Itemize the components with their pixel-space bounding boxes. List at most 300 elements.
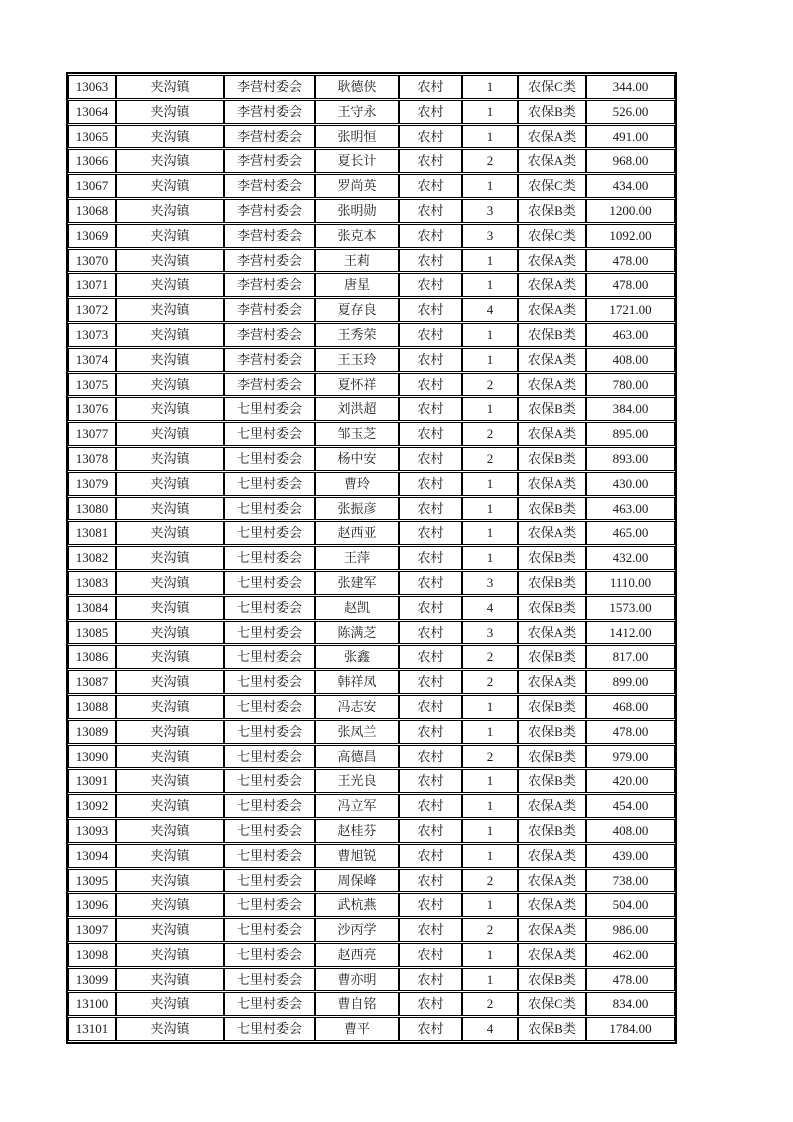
cell-insurance-category: 农保A类 bbox=[518, 149, 586, 173]
cell-person-name: 张克本 bbox=[315, 224, 399, 248]
cell-town: 夹沟镇 bbox=[116, 621, 224, 645]
cell-village-committee: 李营村委会 bbox=[224, 75, 315, 99]
cell-village-committee: 七里村委会 bbox=[224, 869, 315, 893]
cell-residence-type: 农村 bbox=[399, 447, 462, 471]
cell-serial-number: 13069 bbox=[68, 224, 116, 248]
cell-amount: 491.00 bbox=[586, 125, 675, 149]
cell-insurance-category: 农保A类 bbox=[518, 521, 586, 545]
cell-amount: 895.00 bbox=[586, 422, 675, 446]
table-row bbox=[68, 100, 675, 124]
cell-serial-number: 13098 bbox=[68, 943, 116, 967]
cell-serial-number: 13075 bbox=[68, 373, 116, 397]
cell-village-committee: 李营村委会 bbox=[224, 373, 315, 397]
cell-amount: 408.00 bbox=[586, 348, 675, 372]
cell-serial-number: 13082 bbox=[68, 546, 116, 570]
cell-amount: 1200.00 bbox=[586, 199, 675, 223]
cell-village-committee: 七里村委会 bbox=[224, 546, 315, 570]
cell-town: 夹沟镇 bbox=[116, 695, 224, 719]
table-row bbox=[68, 720, 675, 744]
cell-person-name: 张鑫 bbox=[315, 645, 399, 669]
cell-person-name: 耿德侠 bbox=[315, 75, 399, 99]
cell-town: 夹沟镇 bbox=[116, 992, 224, 1016]
cell-town: 夹沟镇 bbox=[116, 720, 224, 744]
cell-amount: 899.00 bbox=[586, 670, 675, 694]
cell-insurance-category: 农保B类 bbox=[518, 968, 586, 992]
cell-insurance-category: 农保C类 bbox=[518, 992, 586, 1016]
cell-insurance-category: 农保B类 bbox=[518, 199, 586, 223]
cell-person-count: 1 bbox=[462, 249, 518, 273]
table-body bbox=[68, 75, 675, 1041]
cell-town: 夹沟镇 bbox=[116, 968, 224, 992]
cell-person-name: 杨中安 bbox=[315, 447, 399, 471]
cell-insurance-category: 农保A类 bbox=[518, 943, 586, 967]
cell-person-count: 1 bbox=[462, 125, 518, 149]
table-row bbox=[68, 149, 675, 173]
cell-person-count: 2 bbox=[462, 645, 518, 669]
cell-person-name: 张建军 bbox=[315, 571, 399, 595]
cell-town: 夹沟镇 bbox=[116, 100, 224, 124]
cell-insurance-category: 农保A类 bbox=[518, 844, 586, 868]
cell-person-name: 赵西亮 bbox=[315, 943, 399, 967]
cell-residence-type: 农村 bbox=[399, 596, 462, 620]
cell-serial-number: 13100 bbox=[68, 992, 116, 1016]
table-row bbox=[68, 794, 675, 818]
cell-person-count: 2 bbox=[462, 992, 518, 1016]
payment-roster-table bbox=[66, 72, 677, 1044]
table-row bbox=[68, 1017, 675, 1041]
cell-amount: 780.00 bbox=[586, 373, 675, 397]
cell-residence-type: 农村 bbox=[399, 497, 462, 521]
cell-village-committee: 七里村委会 bbox=[224, 670, 315, 694]
cell-serial-number: 13068 bbox=[68, 199, 116, 223]
cell-serial-number: 13088 bbox=[68, 695, 116, 719]
cell-serial-number: 13091 bbox=[68, 769, 116, 793]
cell-insurance-category: 农保C类 bbox=[518, 224, 586, 248]
cell-village-committee: 七里村委会 bbox=[224, 645, 315, 669]
cell-insurance-category: 农保A类 bbox=[518, 670, 586, 694]
cell-insurance-category: 农保A类 bbox=[518, 869, 586, 893]
cell-person-count: 1 bbox=[462, 794, 518, 818]
cell-amount: 478.00 bbox=[586, 249, 675, 273]
cell-residence-type: 农村 bbox=[399, 199, 462, 223]
cell-town: 夹沟镇 bbox=[116, 373, 224, 397]
cell-residence-type: 农村 bbox=[399, 224, 462, 248]
cell-person-count: 2 bbox=[462, 869, 518, 893]
cell-town: 夹沟镇 bbox=[116, 75, 224, 99]
cell-insurance-category: 农保B类 bbox=[518, 497, 586, 521]
cell-insurance-category: 农保C类 bbox=[518, 174, 586, 198]
cell-serial-number: 13093 bbox=[68, 819, 116, 843]
cell-amount: 420.00 bbox=[586, 769, 675, 793]
cell-village-committee: 李营村委会 bbox=[224, 348, 315, 372]
cell-person-count: 3 bbox=[462, 199, 518, 223]
cell-town: 夹沟镇 bbox=[116, 546, 224, 570]
cell-serial-number: 13065 bbox=[68, 125, 116, 149]
cell-village-committee: 七里村委会 bbox=[224, 745, 315, 769]
cell-insurance-category: 农保A类 bbox=[518, 918, 586, 942]
cell-insurance-category: 农保A类 bbox=[518, 893, 586, 917]
cell-amount: 434.00 bbox=[586, 174, 675, 198]
cell-insurance-category: 农保A类 bbox=[518, 249, 586, 273]
table-row bbox=[68, 571, 675, 595]
cell-residence-type: 农村 bbox=[399, 125, 462, 149]
cell-person-count: 2 bbox=[462, 422, 518, 446]
cell-village-committee: 李营村委会 bbox=[224, 323, 315, 347]
cell-residence-type: 农村 bbox=[399, 323, 462, 347]
table-row bbox=[68, 323, 675, 347]
cell-serial-number: 13078 bbox=[68, 447, 116, 471]
cell-person-name: 沙丙学 bbox=[315, 918, 399, 942]
cell-serial-number: 13077 bbox=[68, 422, 116, 446]
table-row bbox=[68, 621, 675, 645]
cell-insurance-category: 农保B类 bbox=[518, 447, 586, 471]
cell-amount: 1092.00 bbox=[586, 224, 675, 248]
cell-person-count: 2 bbox=[462, 149, 518, 173]
table-row bbox=[68, 893, 675, 917]
cell-person-count: 3 bbox=[462, 571, 518, 595]
cell-residence-type: 农村 bbox=[399, 621, 462, 645]
table-row bbox=[68, 819, 675, 843]
cell-residence-type: 农村 bbox=[399, 992, 462, 1016]
table-row bbox=[68, 373, 675, 397]
cell-amount: 1721.00 bbox=[586, 298, 675, 322]
cell-serial-number: 13095 bbox=[68, 869, 116, 893]
cell-town: 夹沟镇 bbox=[116, 273, 224, 297]
cell-person-name: 邹玉芝 bbox=[315, 422, 399, 446]
cell-person-name: 陈满芝 bbox=[315, 621, 399, 645]
cell-person-name: 王光良 bbox=[315, 769, 399, 793]
cell-serial-number: 13090 bbox=[68, 745, 116, 769]
cell-town: 夹沟镇 bbox=[116, 422, 224, 446]
cell-amount: 504.00 bbox=[586, 893, 675, 917]
cell-insurance-category: 农保A类 bbox=[518, 472, 586, 496]
cell-village-committee: 李营村委会 bbox=[224, 273, 315, 297]
cell-residence-type: 农村 bbox=[399, 869, 462, 893]
cell-person-count: 1 bbox=[462, 720, 518, 744]
cell-residence-type: 农村 bbox=[399, 273, 462, 297]
cell-town: 夹沟镇 bbox=[116, 497, 224, 521]
cell-person-count: 1 bbox=[462, 397, 518, 421]
cell-person-count: 1 bbox=[462, 100, 518, 124]
cell-serial-number: 13074 bbox=[68, 348, 116, 372]
cell-insurance-category: 农保B类 bbox=[518, 100, 586, 124]
cell-residence-type: 农村 bbox=[399, 794, 462, 818]
cell-serial-number: 13073 bbox=[68, 323, 116, 347]
cell-amount: 1110.00 bbox=[586, 571, 675, 595]
cell-person-name: 王萍 bbox=[315, 546, 399, 570]
cell-amount: 817.00 bbox=[586, 645, 675, 669]
cell-residence-type: 农村 bbox=[399, 968, 462, 992]
cell-serial-number: 13081 bbox=[68, 521, 116, 545]
cell-residence-type: 农村 bbox=[399, 348, 462, 372]
cell-village-committee: 李营村委会 bbox=[224, 249, 315, 273]
cell-person-count: 1 bbox=[462, 273, 518, 297]
cell-person-count: 4 bbox=[462, 298, 518, 322]
cell-insurance-category: 农保B类 bbox=[518, 769, 586, 793]
cell-village-committee: 七里村委会 bbox=[224, 695, 315, 719]
cell-amount: 834.00 bbox=[586, 992, 675, 1016]
table-row bbox=[68, 992, 675, 1016]
cell-village-committee: 七里村委会 bbox=[224, 1017, 315, 1041]
cell-amount: 1412.00 bbox=[586, 621, 675, 645]
cell-residence-type: 农村 bbox=[399, 149, 462, 173]
cell-amount: 893.00 bbox=[586, 447, 675, 471]
cell-amount: 454.00 bbox=[586, 794, 675, 818]
table-row bbox=[68, 348, 675, 372]
cell-village-committee: 李营村委会 bbox=[224, 100, 315, 124]
cell-village-committee: 七里村委会 bbox=[224, 968, 315, 992]
table-row bbox=[68, 521, 675, 545]
table-row bbox=[68, 596, 675, 620]
cell-town: 夹沟镇 bbox=[116, 298, 224, 322]
cell-residence-type: 农村 bbox=[399, 893, 462, 917]
cell-town: 夹沟镇 bbox=[116, 472, 224, 496]
table-row bbox=[68, 397, 675, 421]
cell-town: 夹沟镇 bbox=[116, 125, 224, 149]
cell-residence-type: 农村 bbox=[399, 745, 462, 769]
cell-insurance-category: 农保B类 bbox=[518, 397, 586, 421]
cell-serial-number: 13101 bbox=[68, 1017, 116, 1041]
cell-person-count: 1 bbox=[462, 521, 518, 545]
cell-insurance-category: 农保B类 bbox=[518, 1017, 586, 1041]
cell-person-count: 3 bbox=[462, 224, 518, 248]
cell-town: 夹沟镇 bbox=[116, 323, 224, 347]
cell-village-committee: 七里村委会 bbox=[224, 943, 315, 967]
cell-town: 夹沟镇 bbox=[116, 893, 224, 917]
cell-insurance-category: 农保A类 bbox=[518, 422, 586, 446]
cell-village-committee: 七里村委会 bbox=[224, 571, 315, 595]
cell-serial-number: 13085 bbox=[68, 621, 116, 645]
table-row bbox=[68, 943, 675, 967]
cell-person-count: 1 bbox=[462, 546, 518, 570]
cell-insurance-category: 农保A类 bbox=[518, 125, 586, 149]
cell-person-count: 2 bbox=[462, 670, 518, 694]
cell-person-name: 曹自铭 bbox=[315, 992, 399, 1016]
cell-amount: 478.00 bbox=[586, 968, 675, 992]
cell-amount: 979.00 bbox=[586, 745, 675, 769]
cell-residence-type: 农村 bbox=[399, 571, 462, 595]
cell-person-name: 罗尚英 bbox=[315, 174, 399, 198]
cell-residence-type: 农村 bbox=[399, 546, 462, 570]
cell-person-count: 1 bbox=[462, 472, 518, 496]
cell-person-name: 韩祥凤 bbox=[315, 670, 399, 694]
cell-town: 夹沟镇 bbox=[116, 670, 224, 694]
cell-residence-type: 农村 bbox=[399, 174, 462, 198]
cell-person-count: 1 bbox=[462, 769, 518, 793]
cell-amount: 384.00 bbox=[586, 397, 675, 421]
cell-residence-type: 农村 bbox=[399, 373, 462, 397]
cell-serial-number: 13087 bbox=[68, 670, 116, 694]
cell-village-committee: 李营村委会 bbox=[224, 199, 315, 223]
table-row bbox=[68, 174, 675, 198]
cell-town: 夹沟镇 bbox=[116, 149, 224, 173]
cell-village-committee: 李营村委会 bbox=[224, 125, 315, 149]
cell-person-name: 武杭燕 bbox=[315, 893, 399, 917]
cell-residence-type: 农村 bbox=[399, 472, 462, 496]
cell-residence-type: 农村 bbox=[399, 695, 462, 719]
cell-serial-number: 13066 bbox=[68, 149, 116, 173]
cell-village-committee: 七里村委会 bbox=[224, 992, 315, 1016]
cell-town: 夹沟镇 bbox=[116, 769, 224, 793]
cell-town: 夹沟镇 bbox=[116, 521, 224, 545]
cell-person-count: 1 bbox=[462, 695, 518, 719]
cell-person-name: 张明勋 bbox=[315, 199, 399, 223]
cell-village-committee: 七里村委会 bbox=[224, 794, 315, 818]
table-row bbox=[68, 769, 675, 793]
cell-village-committee: 七里村委会 bbox=[224, 769, 315, 793]
cell-serial-number: 13080 bbox=[68, 497, 116, 521]
cell-town: 夹沟镇 bbox=[116, 745, 224, 769]
cell-village-committee: 七里村委会 bbox=[224, 819, 315, 843]
cell-residence-type: 农村 bbox=[399, 75, 462, 99]
table-row bbox=[68, 918, 675, 942]
cell-amount: 986.00 bbox=[586, 918, 675, 942]
cell-person-count: 4 bbox=[462, 1017, 518, 1041]
cell-residence-type: 农村 bbox=[399, 298, 462, 322]
cell-person-name: 曹亦明 bbox=[315, 968, 399, 992]
cell-insurance-category: 农保B类 bbox=[518, 596, 586, 620]
cell-serial-number: 13089 bbox=[68, 720, 116, 744]
cell-residence-type: 农村 bbox=[399, 422, 462, 446]
cell-person-count: 1 bbox=[462, 348, 518, 372]
cell-insurance-category: 农保A类 bbox=[518, 621, 586, 645]
cell-serial-number: 13071 bbox=[68, 273, 116, 297]
table-row bbox=[68, 199, 675, 223]
cell-village-committee: 七里村委会 bbox=[224, 397, 315, 421]
cell-serial-number: 13094 bbox=[68, 844, 116, 868]
cell-residence-type: 农村 bbox=[399, 943, 462, 967]
cell-amount: 468.00 bbox=[586, 695, 675, 719]
cell-insurance-category: 农保B类 bbox=[518, 745, 586, 769]
cell-town: 夹沟镇 bbox=[116, 174, 224, 198]
cell-town: 夹沟镇 bbox=[116, 943, 224, 967]
table-row bbox=[68, 670, 675, 694]
table-row bbox=[68, 745, 675, 769]
cell-amount: 408.00 bbox=[586, 819, 675, 843]
table-row bbox=[68, 844, 675, 868]
cell-village-committee: 李营村委会 bbox=[224, 174, 315, 198]
cell-town: 夹沟镇 bbox=[116, 571, 224, 595]
cell-insurance-category: 农保A类 bbox=[518, 794, 586, 818]
cell-insurance-category: 农保B类 bbox=[518, 819, 586, 843]
cell-residence-type: 农村 bbox=[399, 670, 462, 694]
cell-person-name: 张振彦 bbox=[315, 497, 399, 521]
cell-residence-type: 农村 bbox=[399, 397, 462, 421]
cell-amount: 478.00 bbox=[586, 273, 675, 297]
cell-insurance-category: 农保A类 bbox=[518, 348, 586, 372]
cell-insurance-category: 农保B类 bbox=[518, 546, 586, 570]
cell-serial-number: 13076 bbox=[68, 397, 116, 421]
cell-insurance-category: 农保B类 bbox=[518, 571, 586, 595]
cell-village-committee: 七里村委会 bbox=[224, 893, 315, 917]
cell-residence-type: 农村 bbox=[399, 249, 462, 273]
cell-serial-number: 13079 bbox=[68, 472, 116, 496]
cell-amount: 432.00 bbox=[586, 546, 675, 570]
cell-village-committee: 七里村委会 bbox=[224, 918, 315, 942]
cell-town: 夹沟镇 bbox=[116, 844, 224, 868]
cell-person-name: 张明恒 bbox=[315, 125, 399, 149]
cell-village-committee: 七里村委会 bbox=[224, 447, 315, 471]
cell-residence-type: 农村 bbox=[399, 100, 462, 124]
table-row bbox=[68, 249, 675, 273]
cell-town: 夹沟镇 bbox=[116, 794, 224, 818]
cell-amount: 463.00 bbox=[586, 323, 675, 347]
cell-residence-type: 农村 bbox=[399, 1017, 462, 1041]
cell-serial-number: 13099 bbox=[68, 968, 116, 992]
cell-residence-type: 农村 bbox=[399, 769, 462, 793]
cell-village-committee: 七里村委会 bbox=[224, 844, 315, 868]
cell-insurance-category: 农保C类 bbox=[518, 75, 586, 99]
table-row bbox=[68, 546, 675, 570]
table-row bbox=[68, 645, 675, 669]
table-row bbox=[68, 273, 675, 297]
cell-person-name: 张凤兰 bbox=[315, 720, 399, 744]
cell-village-committee: 七里村委会 bbox=[224, 596, 315, 620]
cell-amount: 462.00 bbox=[586, 943, 675, 967]
cell-town: 夹沟镇 bbox=[116, 596, 224, 620]
cell-serial-number: 13097 bbox=[68, 918, 116, 942]
cell-amount: 526.00 bbox=[586, 100, 675, 124]
cell-town: 夹沟镇 bbox=[116, 918, 224, 942]
cell-person-count: 1 bbox=[462, 819, 518, 843]
cell-serial-number: 13086 bbox=[68, 645, 116, 669]
table-row bbox=[68, 497, 675, 521]
cell-insurance-category: 农保B类 bbox=[518, 323, 586, 347]
cell-person-count: 1 bbox=[462, 75, 518, 99]
cell-serial-number: 13070 bbox=[68, 249, 116, 273]
cell-residence-type: 农村 bbox=[399, 844, 462, 868]
cell-person-name: 唐星 bbox=[315, 273, 399, 297]
cell-serial-number: 13084 bbox=[68, 596, 116, 620]
cell-person-name: 夏存良 bbox=[315, 298, 399, 322]
cell-town: 夹沟镇 bbox=[116, 224, 224, 248]
cell-serial-number: 13072 bbox=[68, 298, 116, 322]
cell-person-name: 王秀荣 bbox=[315, 323, 399, 347]
cell-town: 夹沟镇 bbox=[116, 199, 224, 223]
table-row bbox=[68, 447, 675, 471]
cell-village-committee: 李营村委会 bbox=[224, 298, 315, 322]
cell-amount: 1784.00 bbox=[586, 1017, 675, 1041]
cell-person-name: 刘洪超 bbox=[315, 397, 399, 421]
table-row bbox=[68, 968, 675, 992]
cell-person-name: 王守永 bbox=[315, 100, 399, 124]
cell-person-name: 周保峰 bbox=[315, 869, 399, 893]
cell-person-name: 赵凯 bbox=[315, 596, 399, 620]
cell-amount: 478.00 bbox=[586, 720, 675, 744]
cell-person-count: 2 bbox=[462, 373, 518, 397]
cell-serial-number: 13064 bbox=[68, 100, 116, 124]
cell-residence-type: 农村 bbox=[399, 819, 462, 843]
cell-town: 夹沟镇 bbox=[116, 869, 224, 893]
table-row bbox=[68, 422, 675, 446]
table-row bbox=[68, 472, 675, 496]
cell-person-count: 1 bbox=[462, 844, 518, 868]
cell-person-count: 1 bbox=[462, 174, 518, 198]
cell-amount: 344.00 bbox=[586, 75, 675, 99]
cell-insurance-category: 农保B类 bbox=[518, 720, 586, 744]
cell-town: 夹沟镇 bbox=[116, 819, 224, 843]
cell-village-committee: 李营村委会 bbox=[224, 224, 315, 248]
table-row bbox=[68, 75, 675, 99]
cell-person-name: 高德昌 bbox=[315, 745, 399, 769]
cell-serial-number: 13092 bbox=[68, 794, 116, 818]
cell-residence-type: 农村 bbox=[399, 918, 462, 942]
cell-residence-type: 农村 bbox=[399, 720, 462, 744]
cell-insurance-category: 农保A类 bbox=[518, 298, 586, 322]
cell-person-name: 夏长计 bbox=[315, 149, 399, 173]
cell-person-name: 曹平 bbox=[315, 1017, 399, 1041]
cell-amount: 968.00 bbox=[586, 149, 675, 173]
